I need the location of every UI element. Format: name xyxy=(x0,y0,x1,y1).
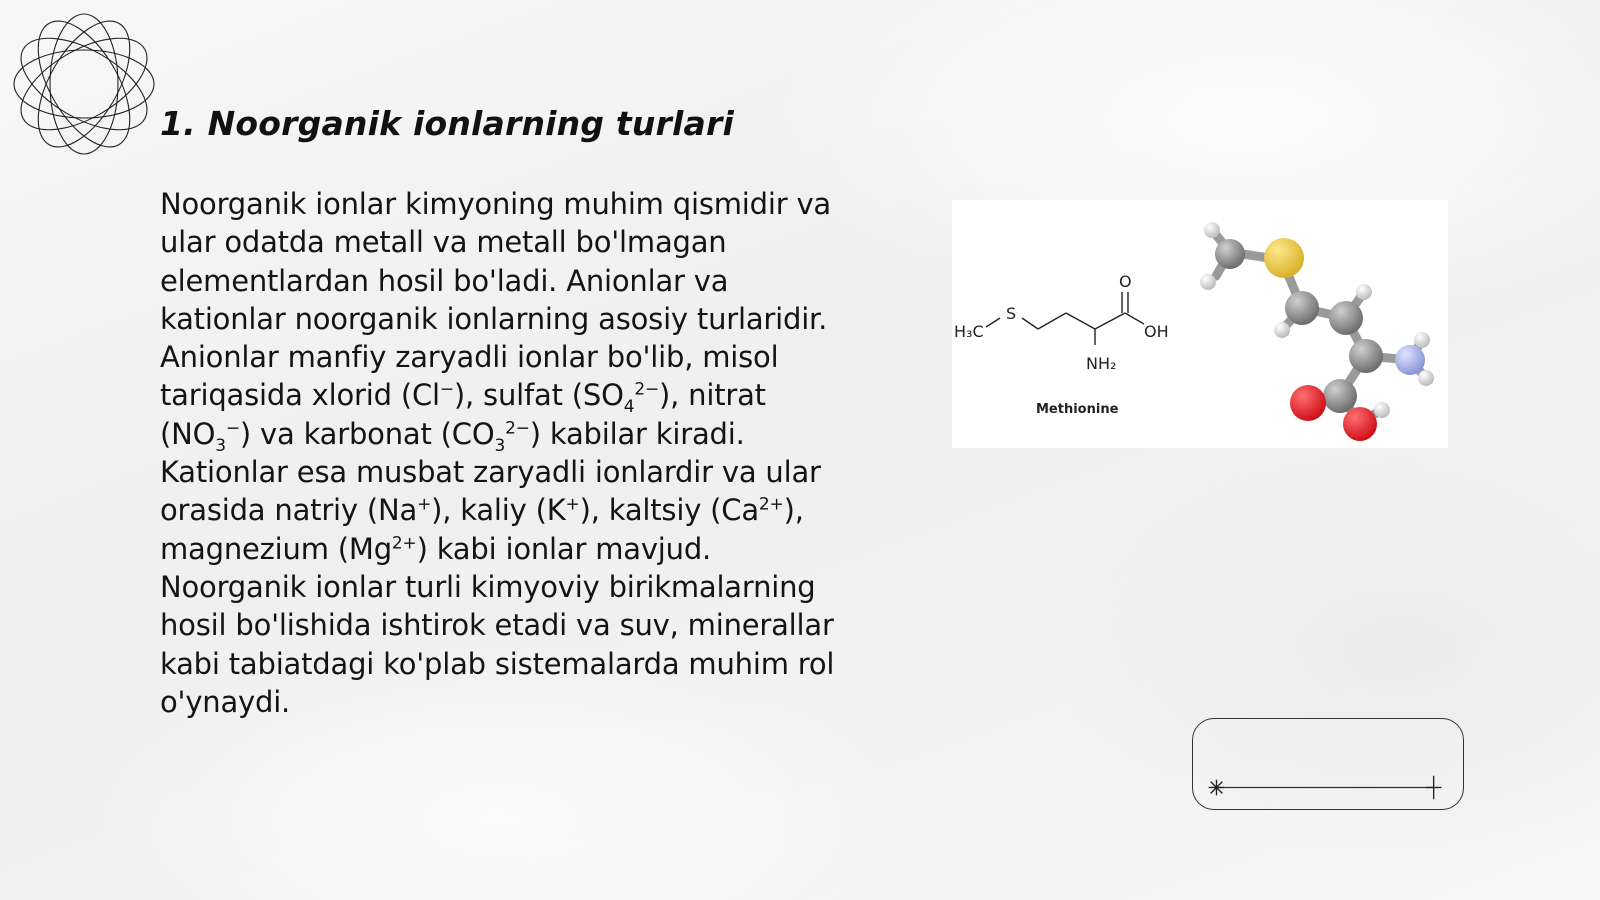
hydroxyl-label: OH xyxy=(1144,322,1169,341)
oxygen-label: O xyxy=(1119,272,1132,291)
sparkle-icon xyxy=(1209,780,1225,796)
atoms xyxy=(1200,222,1434,441)
slide-title: 1. Noorganik ionlarning turlari xyxy=(160,104,734,143)
methionine-molecule-image xyxy=(952,200,1448,448)
star-cross-icon xyxy=(1426,776,1442,799)
amine-label: NH₂ xyxy=(1086,354,1117,373)
decorative-footer-box xyxy=(1192,718,1464,810)
body-paragraph: Noorganik ionlar kimyoning muhim qismidir va ular odatda metall va metall bo'lmagan elementlardan hosil bo'ladi. Anionlar va kationlar noorganik ionlarning asosiy turlaridir. Anionlar manfiy zaryadli ionlar bo'lib, misol tariqasida xlorid (Cl−), sulfat $(SO_4^{2-})$, nitrat $(NO_3^-)$ va karbonat $(CO_3^{2-})$ kabilar kiradi. Kationlar esa musbat zaryadli ionlardir va ular orasida natriy (Na+), kaliy (K+), kaltsiy $(Ca^{2+})$, magnezium $(Mg^{2+})$ kabi ionlar mavjud. Noorganik ionlar turli kimyoviy birikmalarning hosil bo'lishida ishtirok etadi va suv, minerallar kabi tabiatdagi ko'plab sistemalarda muhim rol o'ynaydi. xyxy=(160,187,835,719)
molecule-caption: Methionine xyxy=(1036,402,1119,417)
sulfur-label: S xyxy=(1006,304,1017,323)
h3c-label: H₃C xyxy=(954,322,984,341)
spirograph-ornament-icon xyxy=(10,10,158,158)
